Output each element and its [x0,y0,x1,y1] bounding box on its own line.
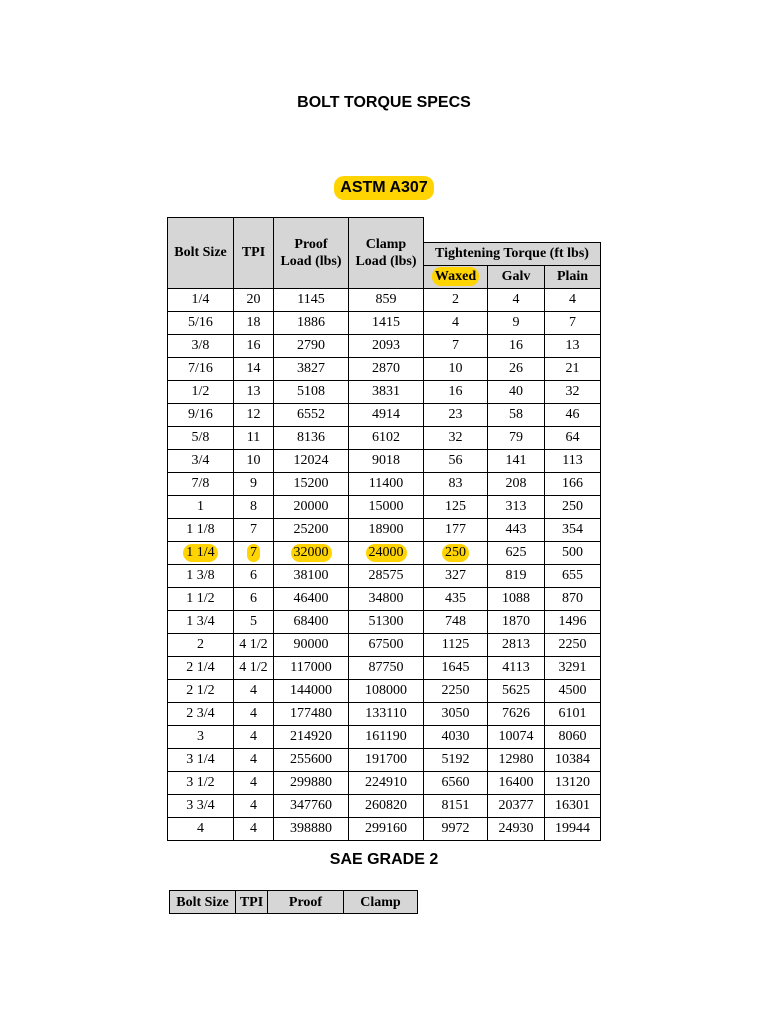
cell-tpi: 16 [234,334,274,357]
cell-galv: 625 [488,541,545,564]
cell-tpi: 4 [234,748,274,771]
cell-plain: 500 [545,541,601,564]
cell-proof-load: 25200 [274,518,349,541]
highlight-mark: 7 [247,544,260,562]
cell-proof-load: 8136 [274,426,349,449]
cell-clamp-load: 67500 [349,633,424,656]
cell-bolt-size: 1 3/4 [168,610,234,633]
cell-clamp-load: 6102 [349,426,424,449]
cell-galv: 7626 [488,702,545,725]
header-tpi: TPI [234,218,274,289]
cell-bolt-size: 1 1/2 [168,587,234,610]
cell-galv: 58 [488,403,545,426]
header-proof-line1: Proof [294,236,328,252]
cell-waxed: 125 [424,495,488,518]
cell-galv: 10074 [488,725,545,748]
cell-galv: 5625 [488,679,545,702]
cell-waxed: 2 [424,288,488,311]
cell-waxed: 177 [424,518,488,541]
table-row [168,633,601,656]
cell-plain: 250 [545,495,601,518]
sae-header-row [170,891,418,914]
cell-bolt-size: 3 3/4 [168,794,234,817]
table-row [168,564,601,587]
cell-plain: 16301 [545,794,601,817]
table-row [168,334,601,357]
header-plain: Plain [545,265,601,288]
cell-bolt-size: 1 1/8 [168,518,234,541]
cell-proof-load: 1886 [274,311,349,334]
cell-waxed: 6560 [424,771,488,794]
cell-clamp-load: 108000 [349,679,424,702]
header-proof-load [274,218,349,289]
cell-clamp-load: 299160 [349,817,424,840]
cell-waxed: 5192 [424,748,488,771]
cell-waxed: 435 [424,587,488,610]
header-clamp-load [349,218,424,289]
cell-waxed: 23 [424,403,488,426]
cell-galv: 443 [488,518,545,541]
cell-clamp-load: 18900 [349,518,424,541]
cell-proof-load [274,541,349,564]
cell-clamp-load [349,541,424,564]
header-bolt-size: Bolt Size [168,218,234,289]
header-clamp-line1: Clamp [365,236,407,252]
cell-plain: 19944 [545,817,601,840]
cell-bolt-size: 3/4 [168,449,234,472]
cell-tpi: 4 [234,679,274,702]
cell-plain: 3291 [545,656,601,679]
cell-bolt-size: 7/8 [168,472,234,495]
cell-proof-load: 12024 [274,449,349,472]
cell-bolt-size: 1 3/8 [168,564,234,587]
cell-clamp-load: 15000 [349,495,424,518]
header-spacer [424,218,601,243]
cell-plain: 10384 [545,748,601,771]
cell-clamp-load: 161190 [349,725,424,748]
cell-bolt-size: 3/8 [168,334,234,357]
cell-proof-load: 6552 [274,403,349,426]
cell-bolt-size: 2 3/4 [168,702,234,725]
cell-tpi: 11 [234,426,274,449]
sae-header-3: Clamp [344,891,418,914]
cell-bolt-size: 4 [168,817,234,840]
cell-proof-load: 15200 [274,472,349,495]
header-clamp-line2: Load (lbs) [355,253,417,269]
cell-plain: 6101 [545,702,601,725]
astm-title-highlight: ASTM A307 [334,176,433,200]
cell-tpi: 4 [234,794,274,817]
cell-plain: 655 [545,564,601,587]
cell-waxed: 56 [424,449,488,472]
cell-proof-load: 1145 [274,288,349,311]
cell-plain: 2250 [545,633,601,656]
cell-tpi: 13 [234,380,274,403]
cell-proof-load: 68400 [274,610,349,633]
header-tightening-torque: Tightening Torque (ft lbs) [424,242,601,265]
cell-bolt-size: 7/16 [168,357,234,380]
cell-galv: 20377 [488,794,545,817]
table-row [168,403,601,426]
cell-bolt-size: 1/4 [168,288,234,311]
cell-galv: 141 [488,449,545,472]
cell-clamp-load: 191700 [349,748,424,771]
table-row [168,311,601,334]
cell-clamp-load: 28575 [349,564,424,587]
cell-proof-load: 20000 [274,495,349,518]
cell-proof-load: 3827 [274,357,349,380]
cell-tpi: 4 [234,817,274,840]
cell-clamp-load: 11400 [349,472,424,495]
table-row [168,380,601,403]
cell-bolt-size: 9/16 [168,403,234,426]
cell-waxed: 2250 [424,679,488,702]
waxed-highlight: Waxed [432,267,479,286]
cell-plain: 113 [545,449,601,472]
cell-proof-load: 347760 [274,794,349,817]
table-row [168,610,601,633]
cell-tpi: 12 [234,403,274,426]
cell-clamp-load: 34800 [349,587,424,610]
table-row [168,472,601,495]
cell-bolt-size: 5/8 [168,426,234,449]
cell-waxed: 9972 [424,817,488,840]
astm-section-title [0,176,768,200]
table-row [168,748,601,771]
cell-galv: 2813 [488,633,545,656]
table-row [168,541,601,564]
table-row [168,725,601,748]
table-row [168,587,601,610]
cell-waxed [424,541,488,564]
cell-plain: 64 [545,426,601,449]
cell-bolt-size [168,541,234,564]
cell-galv: 16 [488,334,545,357]
sae-section-title: SAE GRADE 2 [329,851,439,868]
cell-proof-load: 177480 [274,702,349,725]
cell-plain: 1496 [545,610,601,633]
cell-tpi: 9 [234,472,274,495]
cell-plain: 46 [545,403,601,426]
cell-galv: 313 [488,495,545,518]
cell-waxed: 748 [424,610,488,633]
cell-waxed: 4 [424,311,488,334]
cell-waxed: 16 [424,380,488,403]
cell-proof-load: 46400 [274,587,349,610]
cell-waxed: 4030 [424,725,488,748]
cell-proof-load: 255600 [274,748,349,771]
cell-proof-load: 38100 [274,564,349,587]
cell-proof-load: 214920 [274,725,349,748]
sae-header-0: Bolt Size [170,891,236,914]
cell-bolt-size: 3 [168,725,234,748]
cell-clamp-load: 87750 [349,656,424,679]
cell-galv: 4 [488,288,545,311]
cell-galv: 1870 [488,610,545,633]
cell-bolt-size: 2 1/2 [168,679,234,702]
cell-clamp-load: 133110 [349,702,424,725]
header-galv: Galv [488,265,545,288]
cell-clamp-load: 1415 [349,311,424,334]
table-row [168,426,601,449]
cell-tpi: 4 [234,725,274,748]
table-row [168,357,601,380]
cell-galv: 208 [488,472,545,495]
cell-proof-load: 2790 [274,334,349,357]
cell-waxed: 327 [424,564,488,587]
cell-tpi: 7 [234,518,274,541]
cell-plain: 870 [545,587,601,610]
cell-waxed: 32 [424,426,488,449]
cell-bolt-size: 2 1/4 [168,656,234,679]
cell-tpi: 4 [234,702,274,725]
cell-galv: 79 [488,426,545,449]
cell-galv: 9 [488,311,545,334]
cell-plain: 13120 [545,771,601,794]
cell-clamp-load: 2870 [349,357,424,380]
astm-torque-table [167,217,601,841]
cell-plain: 4500 [545,679,601,702]
cell-proof-load: 144000 [274,679,349,702]
cell-bolt-size: 2 [168,633,234,656]
table-row [168,449,601,472]
sae-header-2: Proof [268,891,344,914]
cell-waxed: 7 [424,334,488,357]
cell-proof-load: 90000 [274,633,349,656]
cell-tpi: 4 [234,771,274,794]
cell-bolt-size: 1/2 [168,380,234,403]
cell-clamp-load: 2093 [349,334,424,357]
cell-proof-load: 5108 [274,380,349,403]
header-waxed [424,265,488,288]
cell-bolt-size: 5/16 [168,311,234,334]
cell-bolt-size: 1 [168,495,234,518]
table-row [168,702,601,725]
table-row [168,656,601,679]
table-row [168,518,601,541]
cell-waxed: 1125 [424,633,488,656]
cell-tpi: 10 [234,449,274,472]
cell-bolt-size: 3 1/4 [168,748,234,771]
cell-plain: 4 [545,288,601,311]
sae-header-1: TPI [236,891,268,914]
table-row [168,679,601,702]
cell-plain: 166 [545,472,601,495]
cell-galv: 40 [488,380,545,403]
cell-tpi: 14 [234,357,274,380]
highlight-mark: 250 [442,544,469,562]
cell-tpi: 6 [234,564,274,587]
cell-galv: 12980 [488,748,545,771]
sae-torque-table [169,890,418,914]
highlight-mark: 1 1/4 [183,544,217,562]
cell-waxed: 83 [424,472,488,495]
cell-plain: 7 [545,311,601,334]
cell-clamp-load: 859 [349,288,424,311]
cell-tpi: 4 1/2 [234,633,274,656]
cell-clamp-load: 224910 [349,771,424,794]
cell-waxed: 3050 [424,702,488,725]
cell-waxed: 8151 [424,794,488,817]
cell-clamp-load: 3831 [349,380,424,403]
cell-tpi [234,541,274,564]
cell-galv: 4113 [488,656,545,679]
cell-tpi: 8 [234,495,274,518]
cell-tpi: 4 1/2 [234,656,274,679]
cell-clamp-load: 4914 [349,403,424,426]
cell-plain: 32 [545,380,601,403]
cell-tpi: 6 [234,587,274,610]
cell-plain: 13 [545,334,601,357]
table-row [168,771,601,794]
cell-clamp-load: 51300 [349,610,424,633]
highlight-mark: 32000 [291,544,332,562]
cell-plain: 8060 [545,725,601,748]
cell-bolt-size: 3 1/2 [168,771,234,794]
page-title: BOLT TORQUE SPECS [297,94,471,111]
cell-proof-load: 299880 [274,771,349,794]
table-row [168,794,601,817]
cell-waxed: 10 [424,357,488,380]
cell-waxed: 1645 [424,656,488,679]
cell-galv: 24930 [488,817,545,840]
cell-proof-load: 117000 [274,656,349,679]
cell-plain: 354 [545,518,601,541]
cell-tpi: 5 [234,610,274,633]
cell-galv: 16400 [488,771,545,794]
table-row [168,288,601,311]
cell-galv: 1088 [488,587,545,610]
table-row [168,495,601,518]
table-row [168,817,601,840]
astm-table-body [168,288,601,840]
cell-tpi: 18 [234,311,274,334]
cell-galv: 819 [488,564,545,587]
header-proof-line2: Load (lbs) [280,253,342,269]
cell-clamp-load: 260820 [349,794,424,817]
cell-galv: 26 [488,357,545,380]
cell-clamp-load: 9018 [349,449,424,472]
cell-plain: 21 [545,357,601,380]
cell-proof-load: 398880 [274,817,349,840]
cell-tpi: 20 [234,288,274,311]
highlight-mark: 24000 [366,544,407,562]
